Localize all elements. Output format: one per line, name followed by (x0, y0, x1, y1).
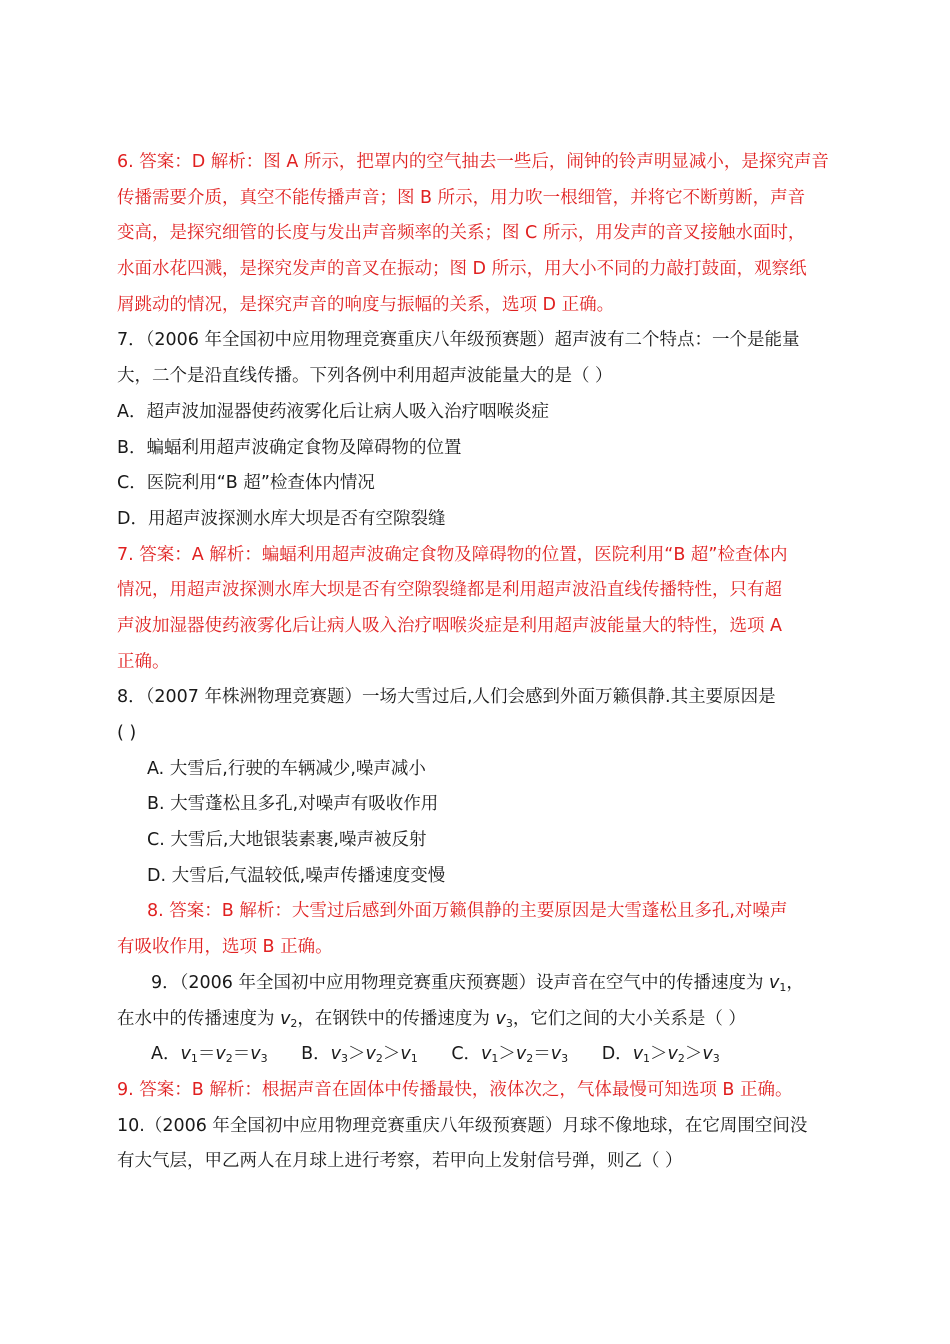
operator: ＞ (498, 1044, 516, 1065)
q7-option-b: B．蝙蝠利用超声波确定食物及障碍物的位置 (117, 437, 462, 458)
var-v: v (550, 1044, 562, 1065)
var-v: v (769, 972, 780, 993)
subscript: 2 (526, 1052, 534, 1066)
q9-option-b (301, 1037, 418, 1073)
q6-answer-line-4: 水面水花四溅，是探究发声的音叉在振动；图 D 所示，用大小不同的力敲打鼓面，观察纸 (117, 259, 807, 280)
q8-stem-line-1: 8．（2007 年株洲物理竞赛题）一场大雪过后,人们会感到外面万籁俱静.其主要原因是 (117, 687, 776, 708)
option-label: D． (601, 1044, 633, 1065)
q9-option-d (602, 1037, 720, 1073)
q8-option-a: A. 大雪后,行驶的车辆减少,噪声减小 (147, 758, 426, 779)
var-v: v (515, 1044, 527, 1065)
var-v: v (280, 1008, 291, 1029)
subscript: 1 (190, 1052, 198, 1066)
subscript: 3 (505, 1016, 513, 1030)
q9-stem-text: 9．（2006 年全国初中应用物理竞赛重庆预赛题）设声音在空气中的传播速度为 (151, 972, 770, 993)
q9-stem-line-1 (117, 966, 837, 1002)
operator: ＞ (382, 1044, 401, 1065)
operator: ＞ (650, 1044, 668, 1065)
var-v: v (250, 1044, 261, 1065)
subscript: 3 (260, 1052, 268, 1066)
var-v: v (667, 1044, 678, 1065)
q8-option-d: D. 大雪后,气温较低,噪声传播速度变慢 (147, 865, 446, 886)
option-label: A． (151, 1044, 181, 1065)
subscript: 2 (375, 1052, 383, 1066)
operator: ＝ (533, 1044, 551, 1065)
operator: ＝ (232, 1044, 251, 1065)
subscript: 3 (341, 1052, 349, 1066)
q6-answer-line-5: 屑跳动的情况，是探究声音的响度与振幅的关系，选项 D 正确。 (117, 294, 615, 315)
var-v: v (330, 1044, 342, 1065)
q8-option-c: C. 大雪后,大地银装素裹,噪声被反射 (147, 830, 427, 851)
q7-stem-line-2: 大，二个是沿直线传播。下列各例中利用超声波能量大的是（ ） (117, 366, 613, 387)
q9-option-c (451, 1037, 568, 1073)
subscript: 1 (779, 980, 787, 994)
q8-answer-line-2: 有吸收作用，选项 B 正确。 (117, 937, 333, 958)
document-body (117, 145, 837, 1180)
q6-answer-line-2: 传播需要介质，真空不能传播声音；图 B 所示，用力吹一根细管，并将它不断剪断，声音 (117, 187, 806, 208)
q8-option-b: B. 大雪蓬松且多孔,对噪声有吸收作用 (147, 794, 439, 815)
subscript: 3 (561, 1052, 569, 1066)
q9-option-a (151, 1037, 268, 1073)
q9-options (117, 1037, 837, 1073)
subscript: 2 (677, 1052, 685, 1066)
subscript: 2 (290, 1016, 298, 1030)
var-v: v (180, 1044, 191, 1065)
q9-stem-text: 在水中的传播速度为 (117, 1008, 281, 1029)
var-v: v (215, 1044, 226, 1065)
q7-answer-line-3: 声波加湿器使药液雾化后让病人吸入治疗咽喉炎症是利用超声波能量大的特性，选项 A (117, 615, 783, 636)
q7-stem-line-1: 7．（2006 年全国初中应用物理竞赛重庆八年级预赛题）超声波有二个特点：一个是能量 (117, 330, 800, 351)
q7-option-a: A．超声波加湿器使药液雾化后让病人吸入治疗咽喉炎症 (117, 401, 549, 422)
q7-option-c: C．医院利用“B 超”检查体内情况 (117, 473, 375, 494)
punct: ， (786, 972, 804, 993)
q9-answer: 9. 答案：B 解析：根据声音在固体中传播最快，液体次之，气体最慢可知选项 B 正确。 (117, 1079, 793, 1100)
operator: ＞ (348, 1044, 366, 1065)
q9-stem-text: ，在钢铁中的传播速度为 (297, 1008, 496, 1029)
option-label: C． (451, 1044, 482, 1065)
var-v: v (632, 1044, 644, 1065)
q8-stem-line-2: ( ) (117, 723, 137, 743)
q10-stem-line-2: 有大气层，甲乙两人在月球上进行考察，若甲向上发射信号弹，则乙（ ） (117, 1151, 683, 1172)
var-v: v (702, 1044, 713, 1065)
q7-answer-line-1: 7. 答案：A 解析：蝙蝠利用超声波确定食物及障碍物的位置，医院利用“B 超”检查体内 (117, 544, 788, 565)
q9-stem-line-2 (117, 1002, 837, 1038)
q10-stem-line-1: 10.（2006 年全国初中应用物理竞赛重庆八年级预赛题）月球不像地球，在它周围空间没 (117, 1115, 808, 1136)
var-v: v (481, 1044, 492, 1065)
subscript: 3 (712, 1052, 720, 1066)
q9-stem-text: ，它们之间的大小关系是（ ） (512, 1008, 746, 1029)
subscript: 1 (643, 1052, 651, 1066)
var-v: v (365, 1044, 376, 1065)
var-v: v (400, 1044, 411, 1065)
var-v: v (495, 1008, 506, 1029)
q7-answer-line-2: 情况，用超声波探测水库大坝是否有空隙裂缝都是利用超声波沿直线传播特性，只有超 (117, 580, 782, 601)
operator: ＝ (197, 1044, 216, 1065)
q8-answer-line-1: 8. 答案：B 解析：大雪过后感到外面万籁俱静的主要原因是大雪蓬松且多孔,对噪声 (147, 901, 788, 922)
operator: ＞ (684, 1044, 703, 1065)
q7-option-d: D．用超声波探测水库大坝是否有空隙裂缝 (117, 508, 446, 529)
subscript: 2 (225, 1052, 233, 1066)
q7-answer-line-4: 正确。 (117, 651, 170, 672)
subscript: 1 (410, 1052, 418, 1066)
q6-answer-line-1: 6. 答案：D 解析：图 A 所示，把罩内的空气抽去一些后，闹钟的铃声明显减小，是探究声音 (117, 152, 829, 172)
subscript: 1 (491, 1052, 499, 1066)
option-label: B． (301, 1044, 331, 1065)
q6-answer-line-3: 变高，是探究细管的长度与发出声音频率的关系；图 C 所示，用发声的音叉接触水面时， (117, 223, 806, 244)
